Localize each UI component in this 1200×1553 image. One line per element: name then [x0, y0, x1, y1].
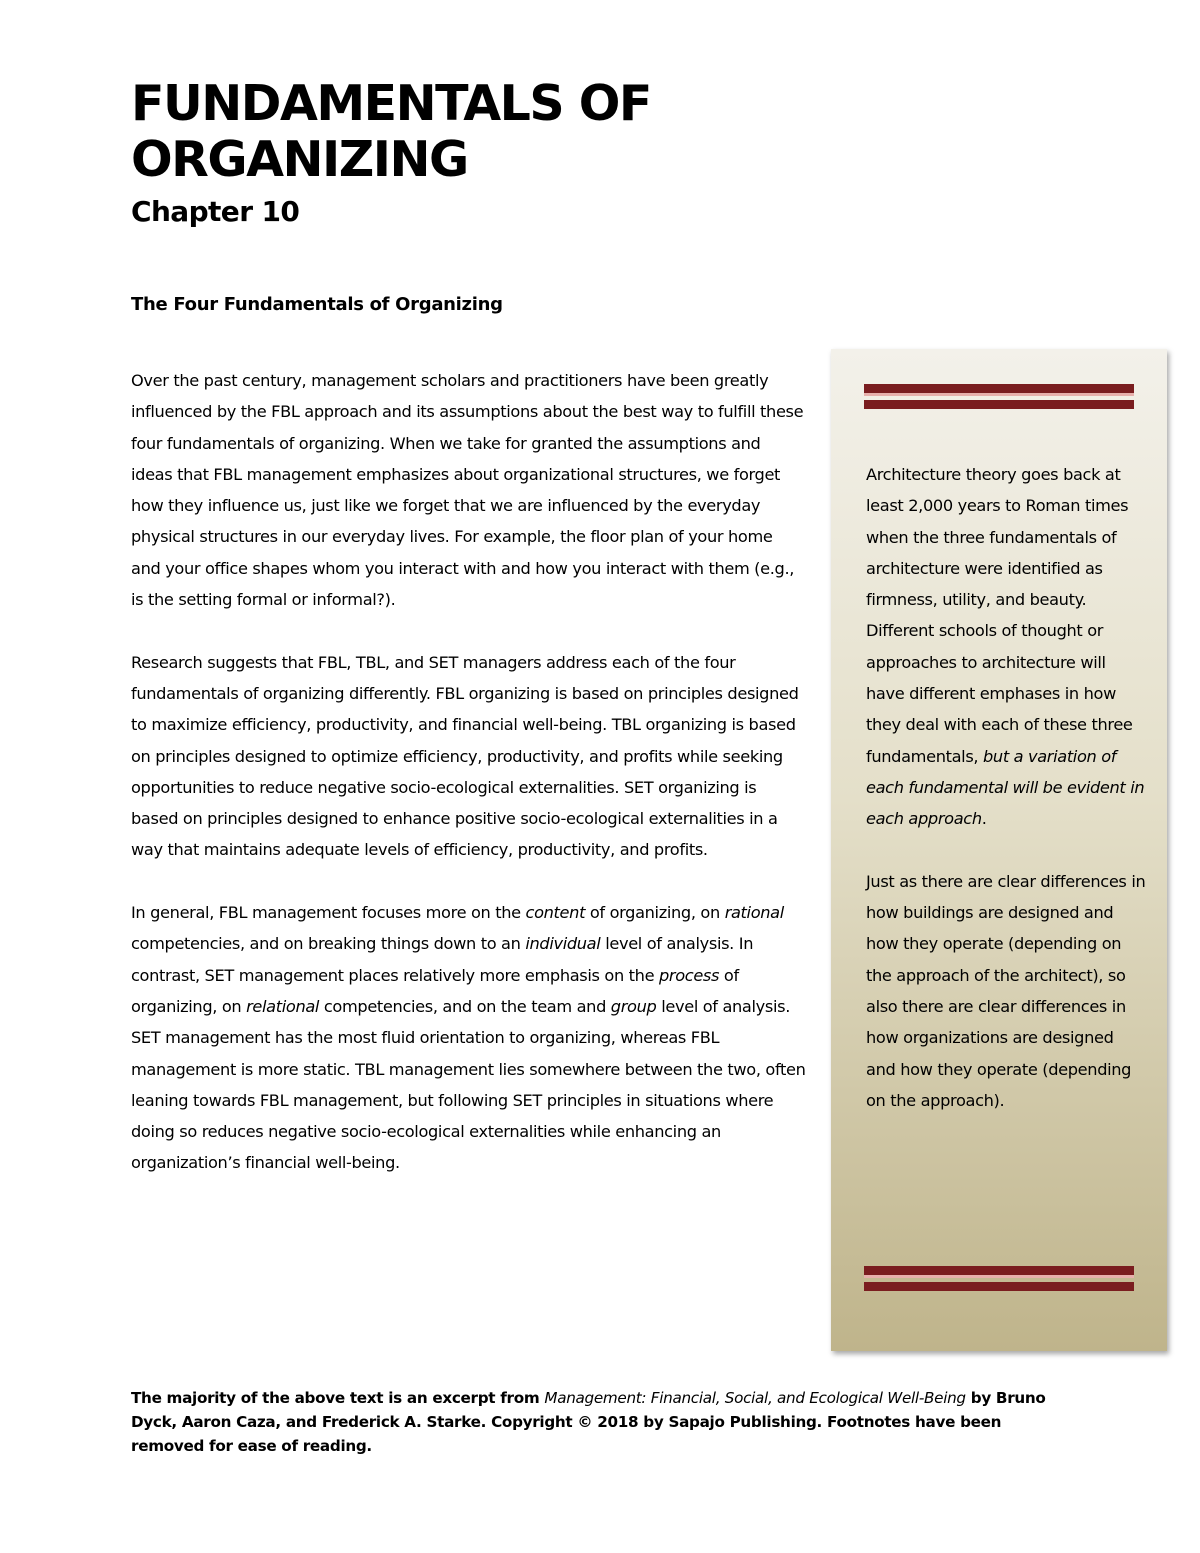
title-line-1: FUNDAMENTALS OF	[131, 75, 651, 132]
p3-italic-relational: relational	[246, 996, 320, 1016]
p3-italic-rational: rational	[724, 903, 784, 923]
p3-text-7: level of analysis. SET management has the most fluid orientation to organizing, whereas FBL management is more static. TBL management lies somewhere between the two, often leaning towards FBL management, but following SET principles in situations where doing so reduces negative socio-ecological externalities while enhancing an organization’s financial well-being.	[131, 996, 806, 1173]
p3-text-3: competencies, and on breaking things down to an	[131, 934, 526, 954]
p3-text-1: In general, FBL management focuses more on the	[131, 903, 526, 923]
section-heading: The Four Fundamentals of Organizing	[131, 294, 503, 315]
main-body	[131, 365, 806, 1210]
p3-text-5: of organizing, on	[131, 965, 739, 1016]
body-paragraph-1: Over the past century, management scholars and practitioners have been greatly influenced by the FBL approach and its assumptions about the best way to fulfill these four fundamentals of organizing. When we take for granted the assumptions and ideas that FBL management emphasizes about organizational structures, we forget how they influence us, just like we forget that we are influenced by the everyday physical structures in our everyday lives. For example, the floor plan of your home and your office shapes whom you interact with and how you interact with them (e.g., is the setting formal or informal?).	[131, 371, 804, 610]
chapter-label: Chapter 10	[131, 195, 300, 228]
sidebar-paragraph-2: Just as there are clear differences in how buildings are designed and how they operate (depending on the approach of the architect), so also there are clear differences in how organizations are designed and how they operate (depending on the approach).	[866, 871, 1146, 1110]
title-line-2: ORGANIZING	[131, 131, 468, 188]
p3-text-6: competencies, and on the team and	[319, 996, 611, 1016]
p3-italic-content: content	[525, 903, 586, 923]
footer-prefix: The majority of the above text is an excerpt from	[131, 1389, 545, 1407]
sidebar-text	[866, 459, 1146, 1148]
sidebar-p1-italic: but a variation of each fundamental will be evident in each approach	[866, 746, 1145, 829]
sidebar-callout	[831, 349, 1167, 1351]
citation-footer	[131, 1386, 1066, 1458]
body-paragraph-3	[131, 897, 806, 1179]
sidebar-rule-bottom	[864, 1266, 1134, 1291]
page-title	[131, 76, 771, 188]
footer-suffix: by Bruno Dyck, Aaron Caza, and Frederick A. Starke. Copyright © 2018 by Sapajo Publishing. Footnotes have been removed for ease of reading.	[131, 1389, 1046, 1455]
body-paragraph-2: Research suggests that FBL, TBL, and SET managers address each of the four fundamentals of organizing differently. FBL organizing is based on principles designed to maximize efficiency, productivity, and financial well-being. TBL organizing is based on principles designed to optimize efficiency, productivity, and profits while seeking opportunities to reduce negative socio-ecological externalities. SET organizing is based on principles designed to enhance positive socio-ecological externalities in a way that maintains adequate levels of efficiency, productivity, and profits.	[131, 652, 799, 860]
sidebar-p1-text: Architecture theory goes back at least 2,000 years to Roman times when the three fundamentals of architecture were identified as firmness, utility, and beauty. Different schools of thought or approaches to architecture will have different emphases in how they deal with each of these three fundamentals,	[866, 465, 1133, 766]
sidebar-p1-end: .	[981, 809, 987, 829]
p3-text-2: of organizing, on	[585, 903, 725, 923]
p3-italic-individual: individual	[525, 934, 601, 954]
footer-book-title: Management: Financial, Social, and Ecological Well-Being	[544, 1389, 966, 1407]
p3-text-4: level of analysis. In contrast, SET management places relatively more emphasis on the	[131, 934, 754, 985]
sidebar-rule-top	[864, 384, 1134, 409]
p3-italic-group: group	[610, 996, 657, 1016]
sidebar-paragraph-1	[866, 459, 1146, 835]
p3-italic-process: process	[658, 965, 720, 985]
